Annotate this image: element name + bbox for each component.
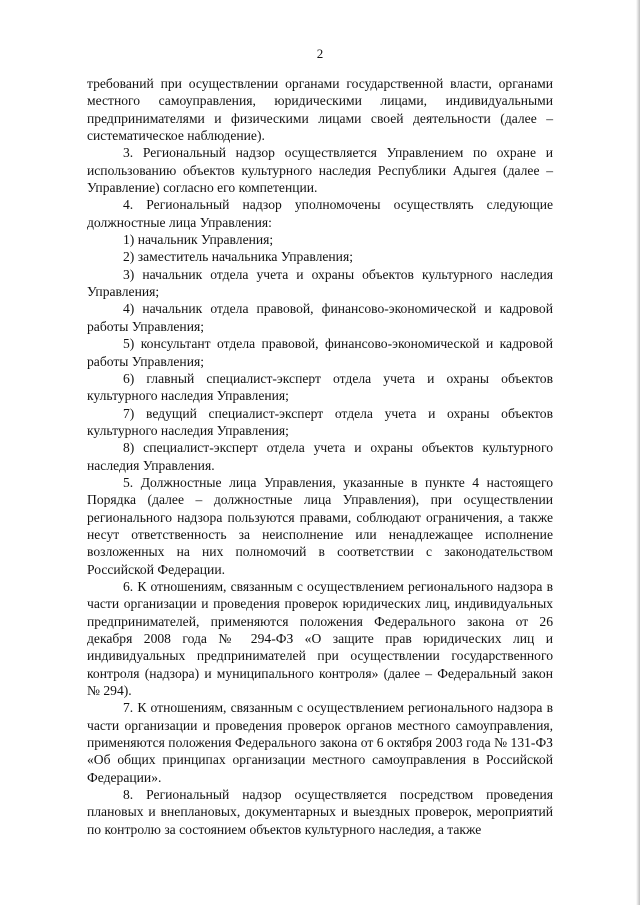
- list-item-2: 2) заместитель начальника Управления;: [123, 249, 353, 265]
- paragraph-clause-6: 6. К отношениям, связанным с осуществлением регионального надзора в части организации и проведения проверок юридических лиц, индивидуальных предпринимателей, применяются положения Федерального закона от 26 декабря 2008 года № 294-ФЗ «О защите прав юридических лиц и индивидуальных предпринимателей при осуществлении государственного контроля (надзора) и муниципального контроля» (далее – Федеральный закон № 294).: [87, 578, 553, 699]
- paragraph-clause-4: 4. Региональный надзор уполномочены осуществлять следующие должностные лица Управления:: [87, 197, 553, 230]
- list-item-4: 4) начальник отдела правовой, финансово-экономической и кадровой работы Управления;: [87, 301, 553, 334]
- list-item-5: 5) консультант отдела правовой, финансово-экономической и кадровой работы Управления;: [87, 336, 553, 369]
- list-item-1: 1) начальник Управления;: [123, 232, 274, 248]
- list-item-7: 7) ведущий специалист-эксперт отдела учета и охраны объектов культурного наследия Управления;: [87, 405, 553, 438]
- list-item-6: 6) главный специалист-эксперт отдела учета и охраны объектов культурного наследия Управления;: [87, 370, 553, 404]
- list-item-3: 3) начальник отдела учета и охраны объектов культурного наследия Управления;: [87, 266, 553, 300]
- document-body: [87, 75, 553, 838]
- paragraph-clause-7: 7. К отношениям, связанным с осуществлением регионального надзора в части организации и проведения проверок органов местного самоуправления, применяются положения Федерального закона от 6 октября 2003 года № 131-ФЗ «Об общих принципах организации местного самоуправления в Российской Федерации».: [87, 700, 553, 785]
- paragraph-clause-8: 8. Региональный надзор осуществляется посредством проведения плановых и внеплановых, документарных и выездных проверок, мероприятий по контролю за состоянием объектов культурного наследия, а также: [87, 787, 553, 837]
- page-number: 2: [316, 46, 324, 61]
- list-item-8: 8) специалист-эксперт отдела учета и охраны объектов культурного наследия Управления.: [87, 440, 553, 473]
- paragraph-clause-3: 3. Региональный надзор осуществляется Управлением по охране и использованию объектов культурного наследия Республики Адыгея (далее – Управление) согласно его компетенции.: [87, 145, 553, 196]
- paragraph-clause-5: 5. Должностные лица Управления, указанные в пункте 4 настоящего Порядка (далее – должностные лица Управления), при осуществлении регионального надзора пользуются правами, соблюдают ограничения, а также несут ответственность за неисполнение или ненадлежащее исполнение возложенных на них полномочий в соответствии с законодательством Российской Федерации.: [87, 474, 553, 577]
- page-edge-shadow: [636, 0, 640, 905]
- paragraph-continuation: требований при осуществлении органами государственной власти, органами местного самоуправления, юридическими лицами, индивидуальными предпринимателями и физическими лицами своей деятельности (далее – систематическое наблюдение).: [87, 76, 553, 144]
